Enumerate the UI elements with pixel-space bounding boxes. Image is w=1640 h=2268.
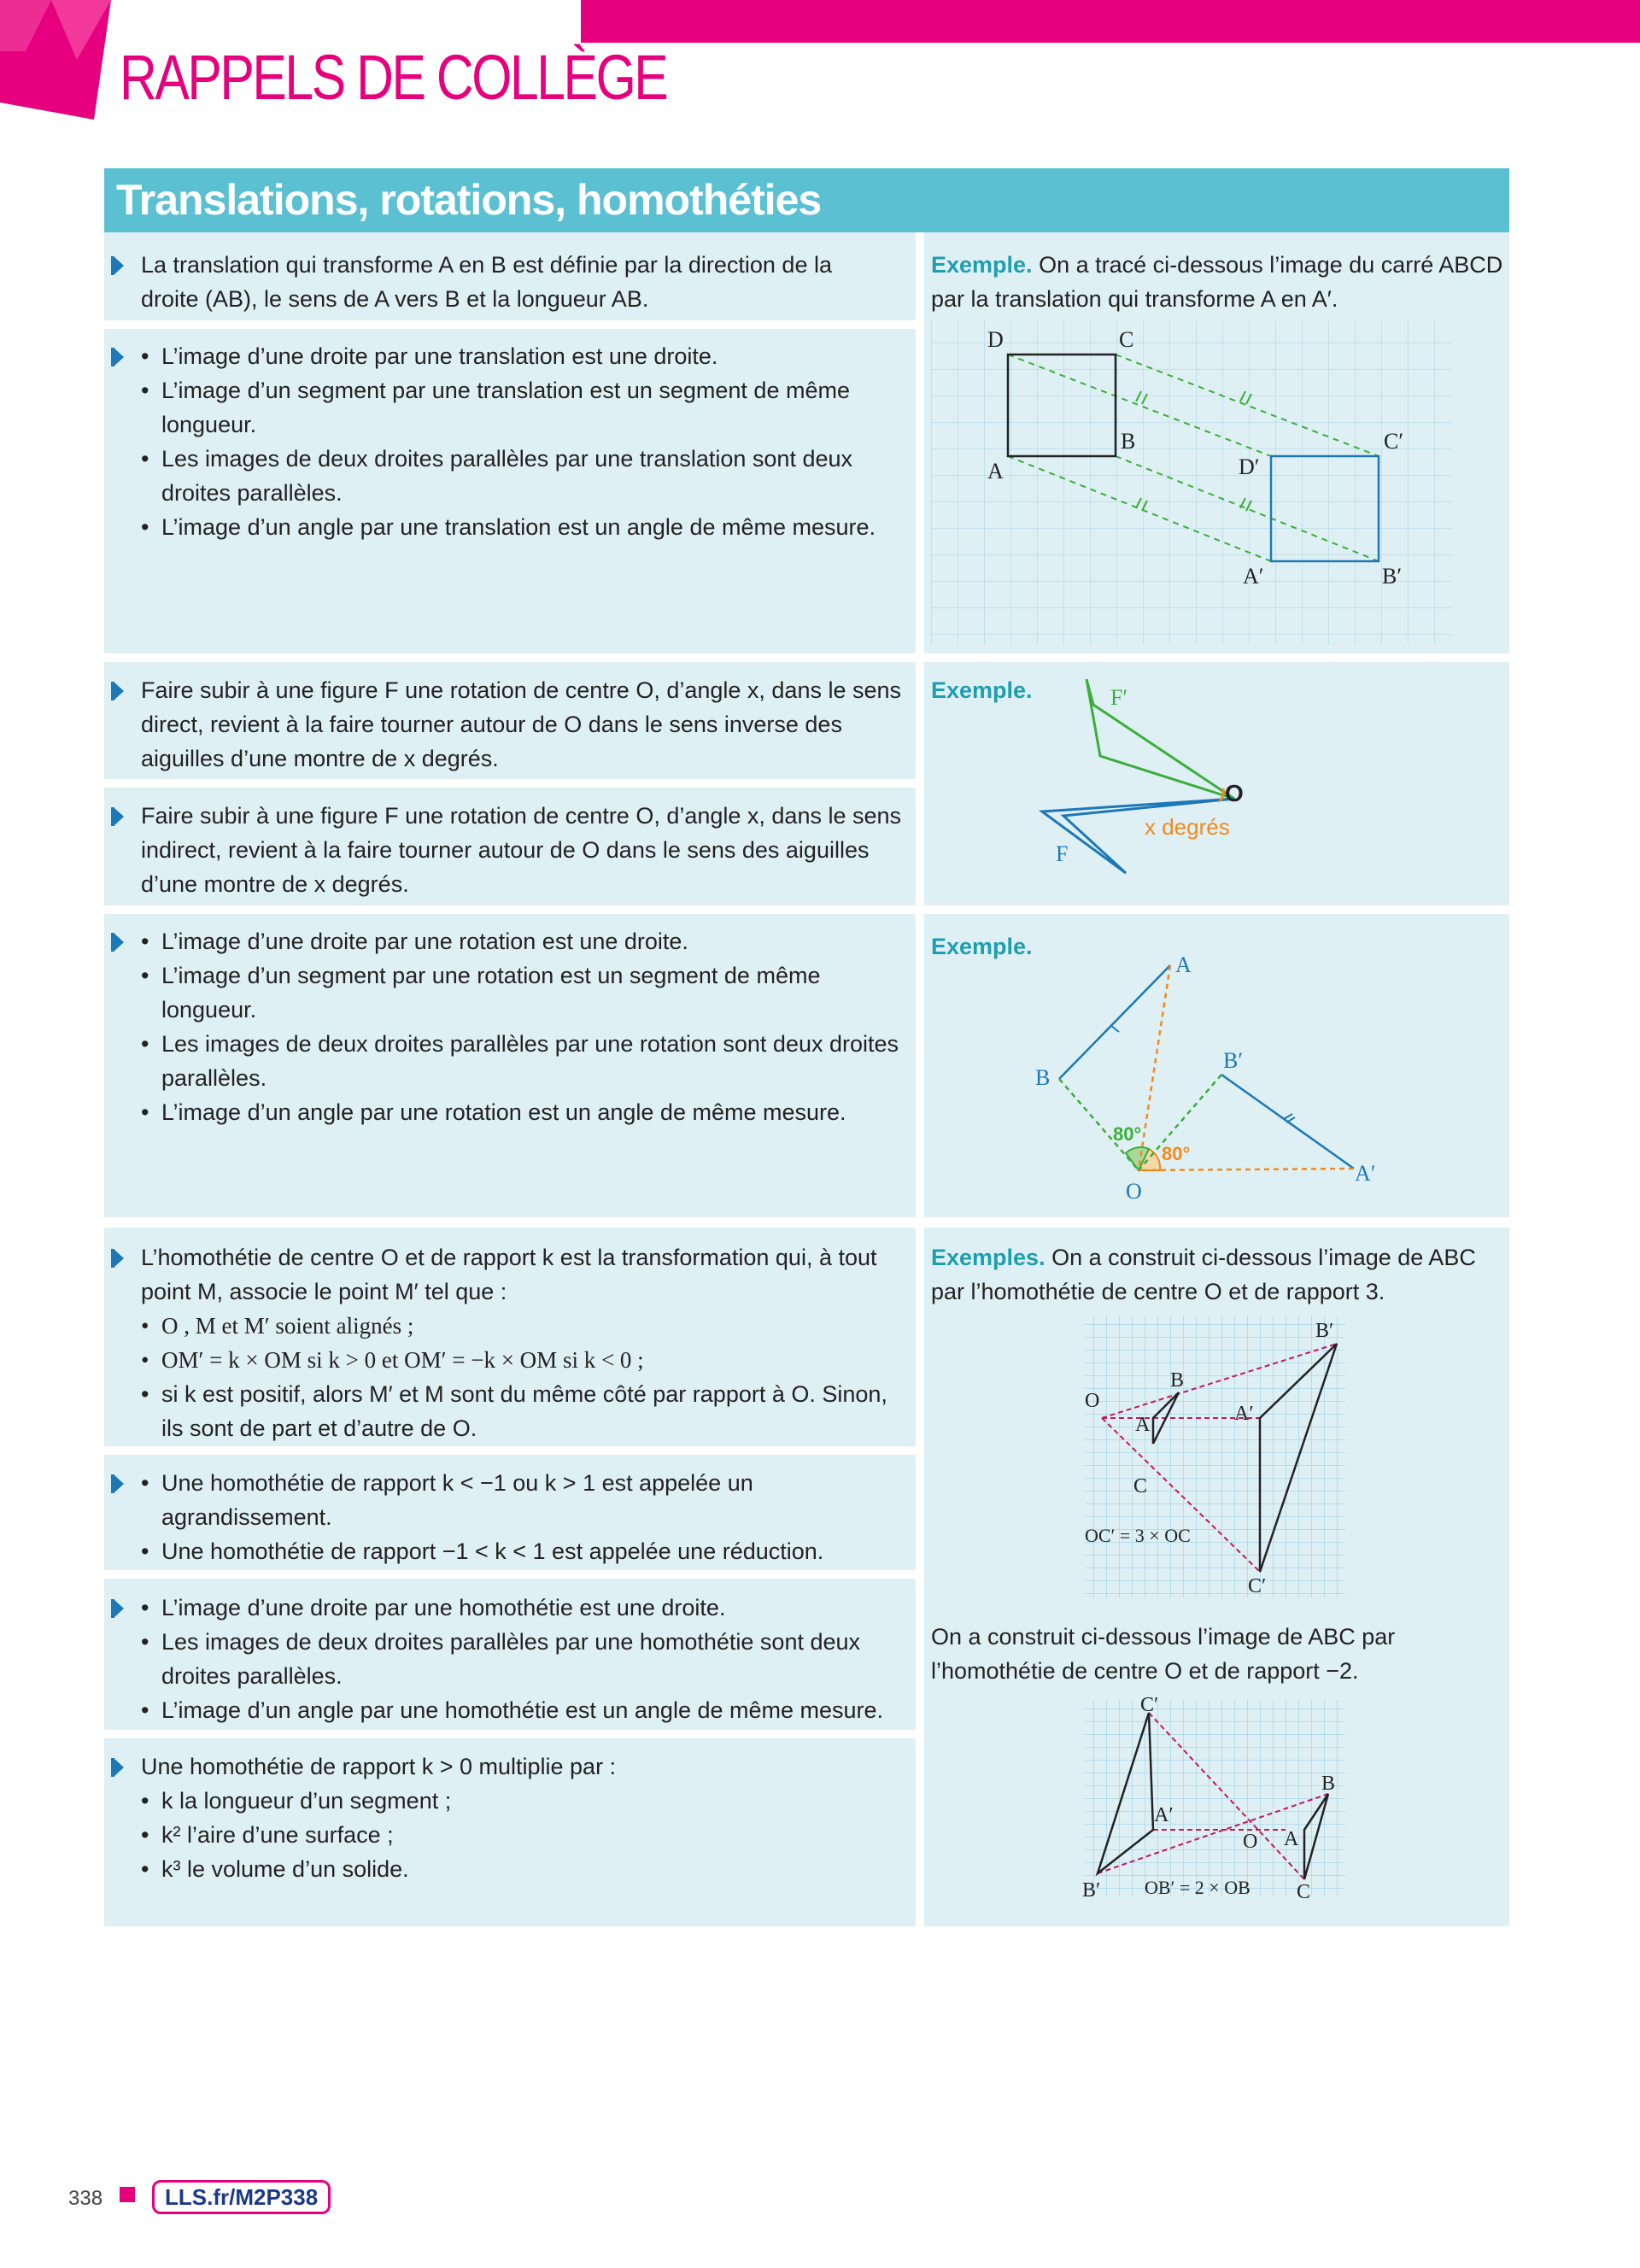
- divider: [104, 320, 916, 329]
- label-c-prime: C′: [1248, 1575, 1267, 1597]
- bullet-marker: [114, 1758, 124, 1777]
- label-o: O: [1243, 1831, 1258, 1853]
- label-c-prime: C′: [1140, 1696, 1159, 1716]
- section-title: Translations, rotations, homothéties: [104, 168, 1509, 232]
- label-b-prime: B′: [1315, 1320, 1334, 1342]
- list-item: • O , M et M′ soient alignés ;: [141, 1309, 901, 1343]
- label-b-prime: B′: [1223, 1048, 1244, 1073]
- list-item: • L’image d’une droite par une homothétie est une droite.: [141, 1591, 901, 1625]
- bullet-marker: [114, 1599, 124, 1618]
- bullet-marker: [114, 933, 124, 952]
- label-d-prime: D′: [1239, 454, 1260, 479]
- bullet-marker: [114, 348, 124, 366]
- rotation-example-2-label: Exemple.: [931, 934, 1033, 959]
- label-c-prime: C′: [1384, 429, 1404, 454]
- list-item: • k³ le volume d’un solide.: [141, 1852, 901, 1886]
- footer-square: [120, 2187, 135, 2202]
- homothety-example-1: [931, 1240, 1503, 1309]
- example-text: On a tracé ci-dessous l’image du carré ABCD par la translation qui transforme A en A′.: [931, 252, 1503, 312]
- label-o: O: [1225, 780, 1244, 806]
- label-f: F: [1056, 841, 1069, 866]
- divider: [924, 905, 1509, 914]
- corner-decoration: [0, 0, 120, 120]
- bullet-marker: [114, 1474, 124, 1493]
- page-title: RAPPELS DE COLLÈGE: [120, 42, 667, 113]
- divider: [104, 905, 916, 914]
- list-item: • OM′ = k × OM si k > 0 et OM′ = −k × OM si k < 0 ;: [141, 1343, 901, 1377]
- translation-properties: [141, 339, 901, 544]
- list-item: • k la longueur d’un segment ;: [141, 1784, 901, 1818]
- example-text: On a construit ci-dessous l’image de ABC par l’homothétie de centre O et de rapport 3.: [931, 1245, 1476, 1304]
- label-a-prime: A′: [1355, 1161, 1376, 1186]
- list-item: • L’image d’un angle par une rotation est un angle de même mesure.: [141, 1095, 910, 1129]
- label-b-prime: B′: [1082, 1879, 1101, 1901]
- column-divider: [916, 232, 924, 1926]
- list-item: • L’image d’une droite par une translation est une droite.: [141, 339, 901, 373]
- list-item: • L’image d’un angle par une homothétie est un angle de même mesure.: [141, 1693, 901, 1727]
- relation: OB′ = 2 × OB: [1145, 1877, 1250, 1898]
- list-item: • Une homothétie de rapport −1 < k < 1 est appelée une réduction.: [141, 1534, 867, 1568]
- label-a: A: [1284, 1828, 1299, 1850]
- rotation-example-1-label: Exemple.: [931, 677, 1033, 703]
- rotation-figure-2: [1025, 940, 1409, 1213]
- translation-example: [931, 248, 1503, 316]
- label-a: A: [987, 459, 1004, 483]
- label-angle-green: 80°: [1113, 1123, 1142, 1145]
- list-item: • L’image d’une droite par une rotation est une droite.: [141, 924, 910, 958]
- list-item: • L’image d’un segment par une translation est un segment de même longueur.: [141, 373, 901, 442]
- divider: [104, 779, 916, 788]
- bullet-marker: [114, 1249, 124, 1268]
- example-label: Exemple.: [931, 252, 1033, 278]
- label-b: B: [1121, 429, 1136, 454]
- label-o: O: [1126, 1179, 1142, 1204]
- label-a-prime: A′: [1243, 564, 1264, 589]
- homothety-figure-2: [1081, 1696, 1350, 1901]
- label-c: C: [1119, 327, 1134, 352]
- list-item: • si k est positif, alors M′ et M sont du même côté par rapport à O. Sinon, ils sont de part et d’autre de O.: [141, 1377, 901, 1445]
- label-a: A: [1135, 1414, 1151, 1436]
- label-b: B: [1035, 1065, 1051, 1090]
- label-b: B: [1170, 1369, 1185, 1392]
- divider: [104, 1446, 916, 1455]
- relation: OC′ = 3 × OC: [1085, 1525, 1191, 1546]
- top-accent-bar: [581, 0, 1640, 43]
- label-c: C: [1297, 1881, 1311, 1901]
- bullet-marker: [114, 682, 124, 700]
- bullet-marker: [114, 256, 124, 275]
- label-a-prime: A′: [1234, 1403, 1254, 1425]
- homothety-definition: L’homothétie de centre O et de rapport k est la transformation qui, à tout point M, associe le point M′ tel que : • O , M et M′ soient alignés ; • OM′ = k × OM si k > 0 et OM′ = −k × OM si k < 0 ; • si k est positif, alors M′ et M sont du même côté par rapport à O. Sinon, ils sont de part et d’autre de O.: [141, 1240, 901, 1445]
- label-a: A: [1175, 952, 1192, 977]
- label-angle-orange: 80°: [1162, 1143, 1191, 1164]
- list-item: • Une homothétie de rapport k < −1 ou k > 1 est appelée un agrandissement.: [141, 1466, 867, 1534]
- list-item: • k² l’aire d’une surface ;: [141, 1818, 901, 1852]
- divider: [104, 1730, 916, 1738]
- list-item: • L’image d’un segment par une rotation est un segment de même longueur.: [141, 958, 910, 1027]
- homothety-enlargement: [141, 1466, 867, 1568]
- example-label: Exemples.: [931, 1245, 1046, 1270]
- homothety-example-2: [931, 1620, 1503, 1688]
- divider: [104, 1570, 916, 1579]
- translation-definition: La translation qui transforme A en B est définie par la direction de la droite (AB), le sens de A vers B et la longueur AB.: [141, 248, 893, 316]
- list-item: • Les images de deux droites parallèles par une rotation sont deux droites parallèles.: [141, 1027, 910, 1095]
- bullet-marker: [114, 807, 124, 826]
- label-b: B: [1321, 1773, 1336, 1795]
- label-f-prime: F′: [1110, 685, 1128, 710]
- list-item: • L’image d’un angle par une translation est un angle de même mesure.: [141, 510, 901, 544]
- list-item: • Les images de deux droites parallèles par une translation sont deux droites parallèles.: [141, 442, 901, 510]
- rotation-properties: [141, 924, 910, 1129]
- list-item: • Les images de deux droites parallèles par une homothétie sont deux droites parallèles.: [141, 1625, 901, 1693]
- example-text: On a construit ci-dessous l’image de ABC par l’homothétie de centre O et de rapport −2.: [931, 1624, 1396, 1684]
- label-c: C: [1133, 1475, 1148, 1497]
- rotation-indirect: Faire subir à une figure F une rotation de centre O, d’angle x, dans le sens indirect, revient à la faire tourner autour de O dans le sens des aiguilles d’une montre de x degrés.: [141, 799, 901, 901]
- label-b-prime: B′: [1382, 564, 1403, 589]
- translation-figure: [931, 316, 1461, 649]
- homothety-figure-1: [1081, 1311, 1350, 1602]
- rotation-figure-1: [1025, 666, 1264, 880]
- label-angle: x degrés: [1145, 814, 1230, 840]
- page-number: 338: [68, 2187, 103, 2210]
- rotation-direct: Faire subir à une figure F une rotation de centre O, d’angle x, dans le sens direct, revient à la faire tourner autour de O dans le sens inverse des aiguilles d’une montre de x degrés.: [141, 673, 901, 776]
- footer-link[interactable]: LLS.fr/M2P338: [152, 2180, 331, 2214]
- homothety-multiply: Une homothétie de rapport k > 0 multiplie par : • k la longueur d’un segment ; • k² l’aire d’une surface ; • k³ le volume d’un solide.: [141, 1749, 901, 1886]
- label-o: O: [1085, 1390, 1100, 1412]
- label-a-prime: A′: [1154, 1804, 1174, 1826]
- homothety-properties: [141, 1591, 901, 1727]
- label-d: D: [987, 327, 1004, 352]
